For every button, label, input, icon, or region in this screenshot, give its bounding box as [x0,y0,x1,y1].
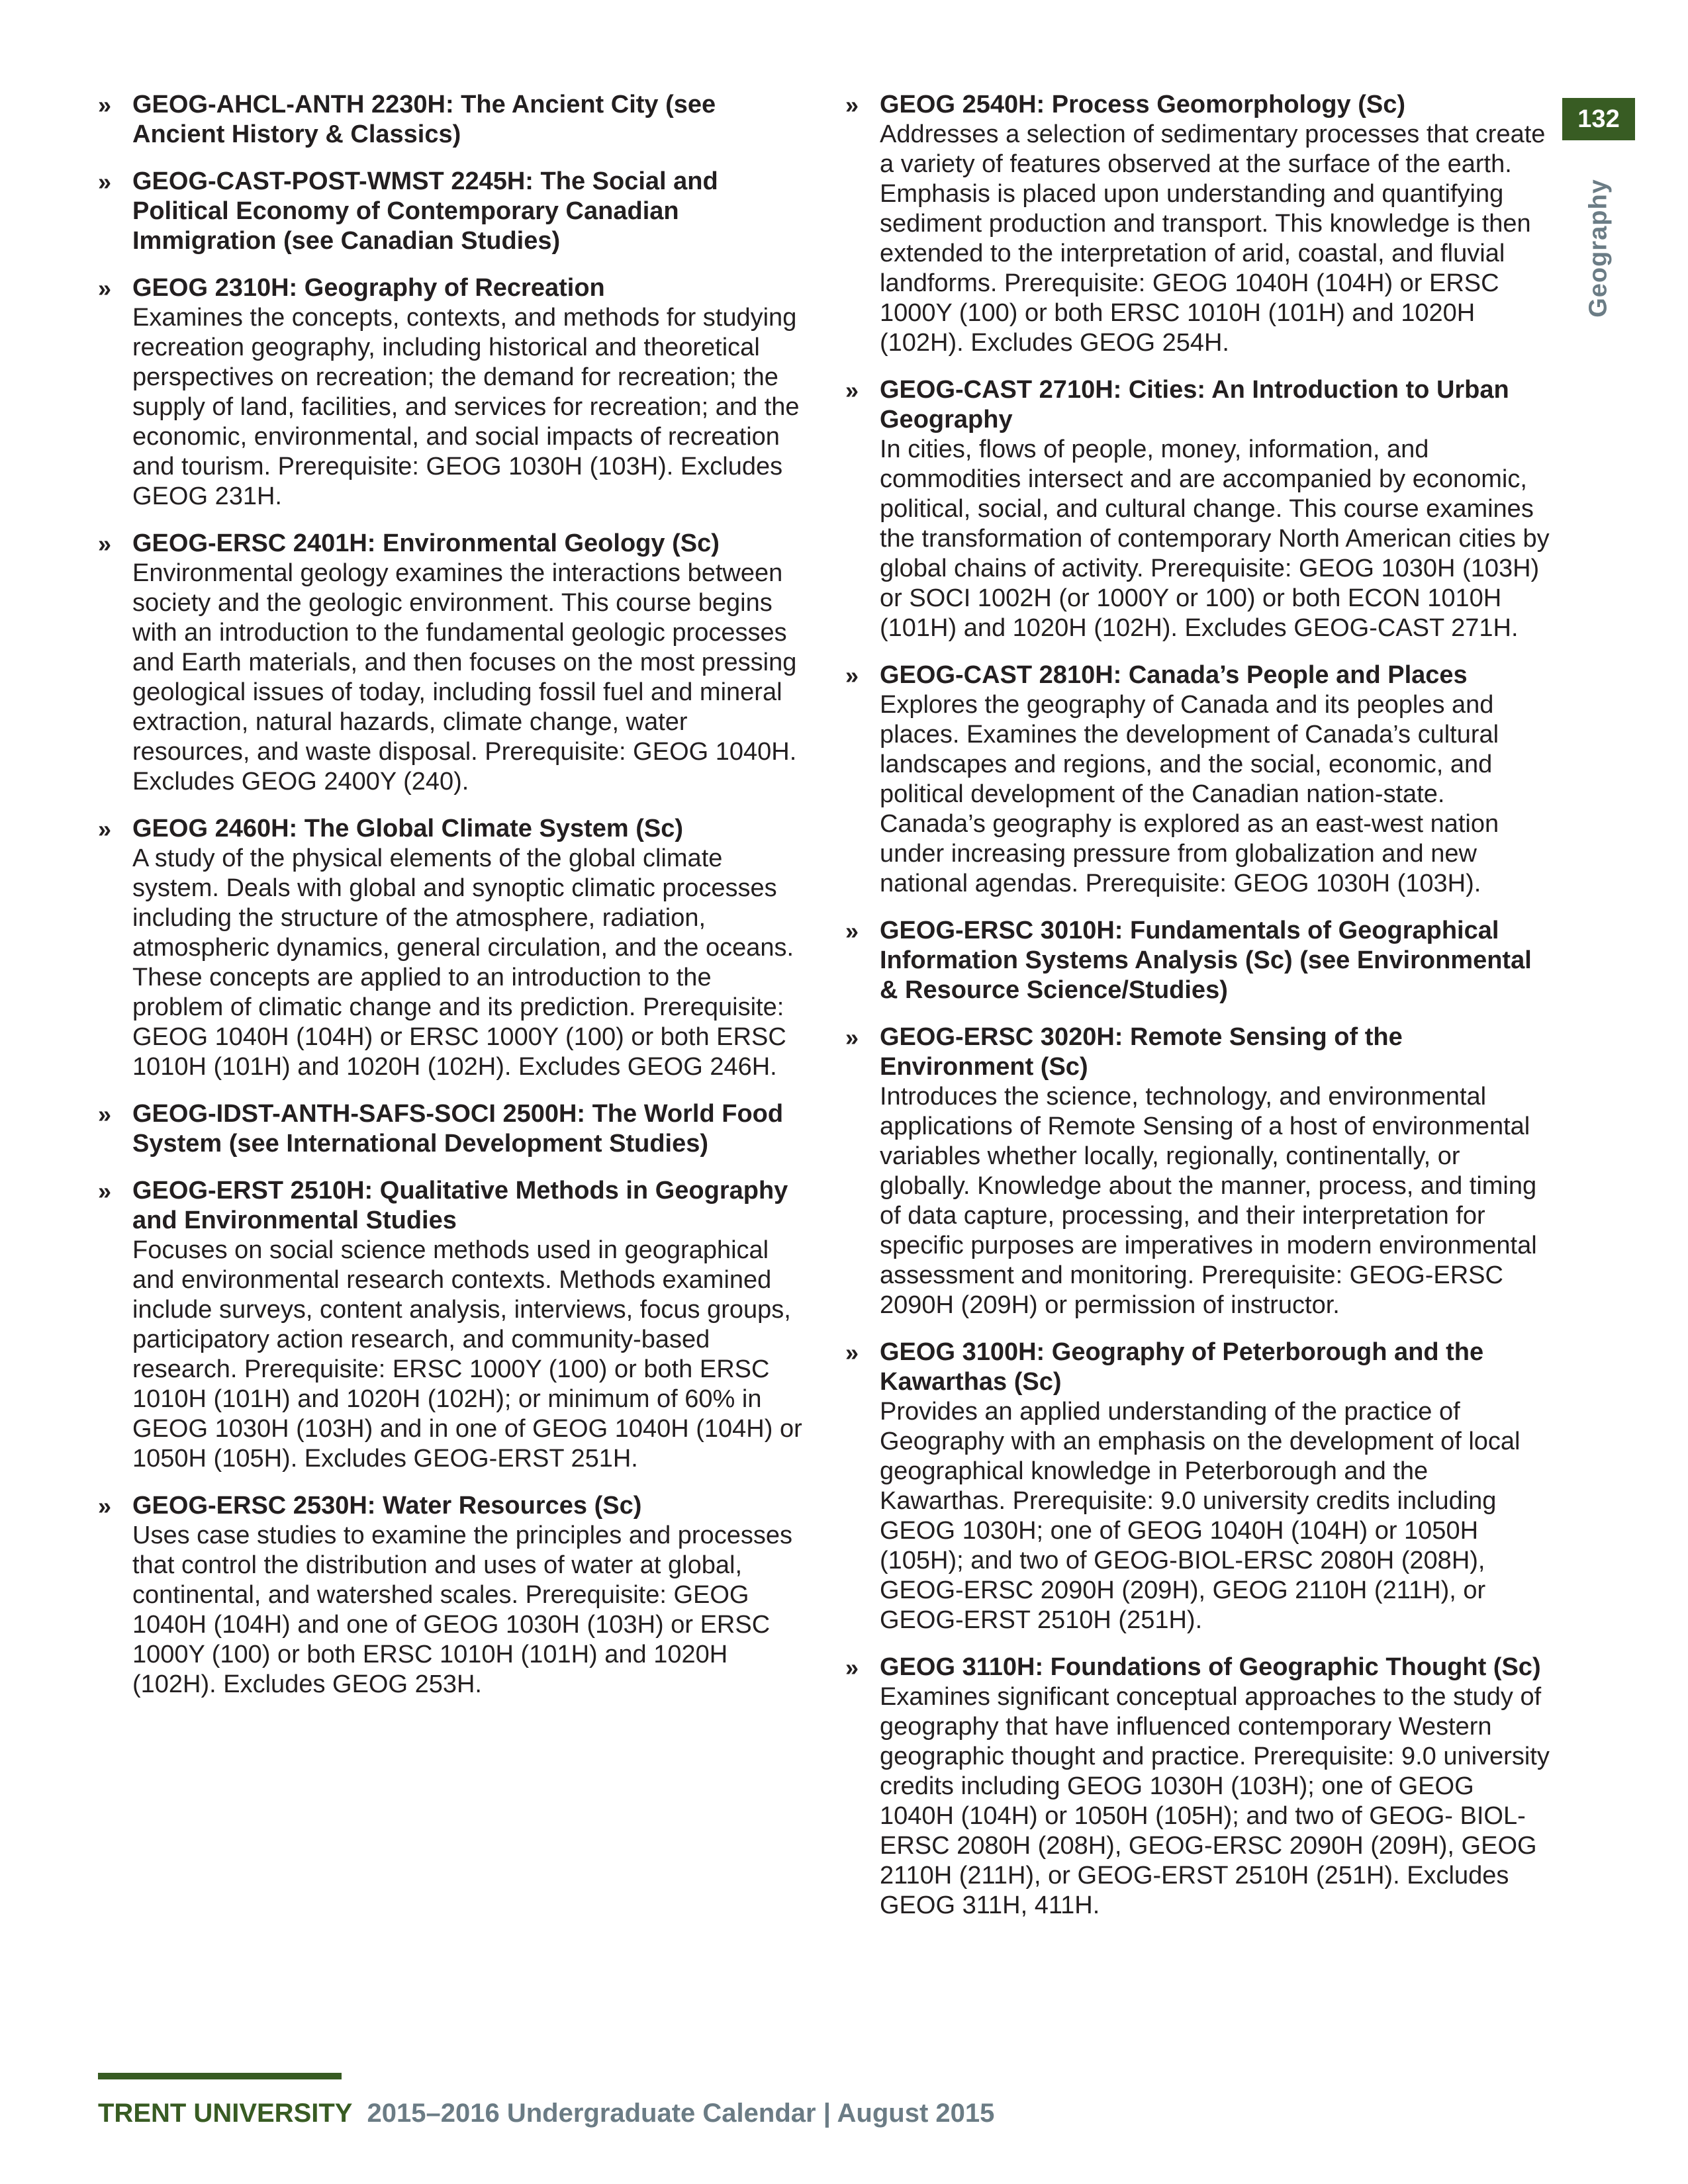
right-column [845,90,1554,1938]
section-tab-label: Geography [1584,179,1613,318]
course-description: Addresses a selection of sedimentary processes that create a variety of features observed at the surface of the earth. Emphasis is placed upon understanding and quantifying sediment production and transport. This knowledge is then extended to the interpretation of arid, coastal, and fluvial landforms. Prerequisite: GEOG 1040H (104H) or ERSC 1000Y (100) or both ERSC 1010H (101H) and 1020H (102H). Excludes GEOG 254H. [880,120,1546,357]
course-entry [98,1176,806,1474]
bullet-icon: » [845,662,859,689]
footer-calendar: 2015–2016 Undergraduate Calendar | August 2015 [367,2099,995,2128]
bullet-icon: » [98,168,112,195]
course-entry [98,1099,806,1159]
course-title: GEOG 3100H: Geography of Peterborough and the Kawarthas (Sc) [880,1338,1484,1396]
course-entry [845,375,1554,643]
course-title: GEOG-CAST 2810H: Canada’s People and Places [880,661,1468,689]
bullet-icon: » [98,815,112,842]
course-entry [845,90,1554,358]
bullet-icon: » [845,1654,859,1681]
course-entry [98,529,806,797]
course-description: Explores the geography of Canada and its peoples and places. Examines the development of Canada’s cultural landscapes and regions, and the social, economic, and political development of the Canadian nation-state. Canada’s geography is explored as an east-west nation under increasing pressure from globalization and new national agendas. Prerequisite: GEOG 1030H (103H). [880,691,1499,897]
course-entry [98,273,806,512]
course-title: GEOG 2540H: Process Geomorphology (Sc) [880,91,1405,118]
course-description: Provides an applied understanding of the practice of Geography with an emphasis on the development of local geographical knowledge in Peterborough and the Kawarthas. Prerequisite: 9.0 university credits including GEOG 1030H; one of GEOG 1040H (104H) or 1050H (105H); and two of GEOG-BIOL-ERSC 2080H (208H), GEOG-ERSC 2090H (209H), GEOG 2110H (211H), or GEOG-ERST 2510H (251H). [880,1398,1521,1634]
course-title: GEOG 3110H: Foundations of Geographic Thought (Sc) [880,1653,1541,1681]
course-title: GEOG-AHCL-ANTH 2230H: The Ancient City (see Ancient History & Classics) [132,91,716,148]
footer-university: TRENT UNIVERSITY [98,2099,353,2128]
course-description: Focuses on social science methods used in geographical and environmental research contexts. Methods examined include surveys, content analysis, interviews, focus groups, participatory action research, and community-based research. Prerequisite: ERSC 1000Y (100) or both ERSC 1010H (101H) and 1020H (102H); or minimum of 60% in GEOG 1030H (103H) and in one of GEOG 1040H (104H) or 1050H (105H). Excludes GEOG-ERST 251H. [132,1236,802,1473]
course-description: Environmental geology examines the interactions between society and the geologic environment. This course begins with an introduction to the fundamental geologic processes and Earth materials, and then focuses on the most pressing geological issues of today, including fossil fuel and mineral extraction, natural hazards, climate change, water resources, and waste disposal. Prerequisite: GEOG 1040H. Excludes GEOG 2400Y (240). [132,559,797,796]
course-description: In cities, flows of people, money, information, and commodities intersect and are accompanied by economic, political, social, and cultural change. This course examines the transformation of contemporary North American cities by global chains of activity. Prerequisite: GEOG 1030H (103H) or SOCI 1002H (or 1000Y or 100) or both ECON 1010H (101H) and 1020H (102H). Excludes GEOG-CAST 271H. [880,435,1550,642]
course-entry [98,1491,806,1700]
course-title: GEOG-ERSC 3020H: Remote Sensing of the Environment (Sc) [880,1023,1403,1081]
course-entry [98,90,806,150]
bullet-icon: » [845,917,859,944]
bullet-icon: » [98,275,112,302]
course-entry [845,1653,1554,1921]
bullet-icon: » [845,1024,859,1051]
course-entry [845,1023,1554,1320]
section-tab [1556,172,1642,324]
course-description: Uses case studies to examine the principles and processes that control the distribution and uses of water at global, continental, and watershed scales. Prerequisite: GEOG 1040H (104H) and one of GEOG 1030H (103H) or ERSC 1000Y (100) or both ERSC 1010H (101H) and 1020H (102H). Excludes GEOG 253H. [132,1522,792,1698]
bullet-icon: » [98,91,112,118]
course-title: GEOG-ERSC 2401H: Environmental Geology (Sc) [132,529,720,557]
left-column [98,90,806,1717]
course-description: A study of the physical elements of the global climate system. Deals with global and synoptic climatic processes including the structure of the atmosphere, radiation, atmospheric dynamics, general circulation, and the oceans. These concepts are applied to an introduction to the problem of climatic change and its prediction. Prerequisite: GEOG 1040H (104H) or ERSC 1000Y (100) or both ERSC 1010H (101H) and 1020H (102H). Excludes GEOG 246H. [132,844,794,1081]
course-description: Examines significant conceptual approaches to the study of geography that have influenced contemporary Western geographic thought and practice. Prerequisite: 9.0 university credits including GEOG 1030H (103H); one of GEOG 1040H (104H) or 1050H (105H); and two of GEOG- BIOL-ERSC 2080H (208H), GEOG-ERSC 2090H (209H), GEOG 2110H (211H), or GEOG-ERST 2510H (251H). Excludes GEOG 311H, 411H. [880,1683,1550,1919]
course-title: GEOG 2310H: Geography of Recreation [132,274,605,302]
bullet-icon: » [845,91,859,118]
course-title: GEOG-ERST 2510H: Qualitative Methods in Geography and Environmental Studies [132,1177,788,1234]
course-title: GEOG-IDST-ANTH-SAFS-SOCI 2500H: The World Food System (see International Development Studies) [132,1100,784,1158]
course-title: GEOG-ERSC 2530H: Water Resources (Sc) [132,1492,642,1520]
course-description: Introduces the science, technology, and environmental applications of Remote Sensing of a host of environmental variables whether locally, regionally, continentally, or globally. Knowledge about the manner, process, and timing of data capture, processing, and their interpretation for specific purposes are imperatives in modern environmental assessment and monitoring. Prerequisite: GEOG-ERSC 2090H (209H) or permission of instructor. [880,1083,1537,1319]
course-description: Examines the concepts, contexts, and methods for studying recreation geography, including historical and theoretical perspectives on recreation; the demand for recreation; the supply of land, facilities, and services for recreation; and the economic, environmental, and social impacts of recreation and tourism. Prerequisite: GEOG 1030H (103H). Excludes GEOG 231H. [132,304,800,510]
course-entry [98,814,806,1082]
course-entry [845,660,1554,899]
course-title: GEOG-CAST 2710H: Cities: An Introduction to Urban Geography [880,376,1509,433]
bullet-icon: » [98,1492,112,1520]
course-title: GEOG-CAST-POST-WMST 2245H: The Social and Political Economy of Contemporary Canadian Immigration (see Canadian Studies) [132,167,718,255]
course-entry [98,167,806,256]
page-number-badge: 132 [1562,98,1635,140]
bullet-icon: » [98,530,112,557]
bullet-icon: » [98,1101,112,1128]
bullet-icon: » [845,377,859,404]
bullet-icon: » [98,1177,112,1205]
course-title: GEOG-ERSC 3010H: Fundamentals of Geographical Information Systems Analysis (Sc) (see Environmental & Resource Science/Studies) [880,917,1532,1004]
footer [98,2097,994,2130]
course-entry [845,1338,1554,1635]
course-entry [845,916,1554,1005]
footer-rule [98,2073,342,2079]
bullet-icon: » [845,1339,859,1366]
course-title: GEOG 2460H: The Global Climate System (Sc) [132,815,684,842]
